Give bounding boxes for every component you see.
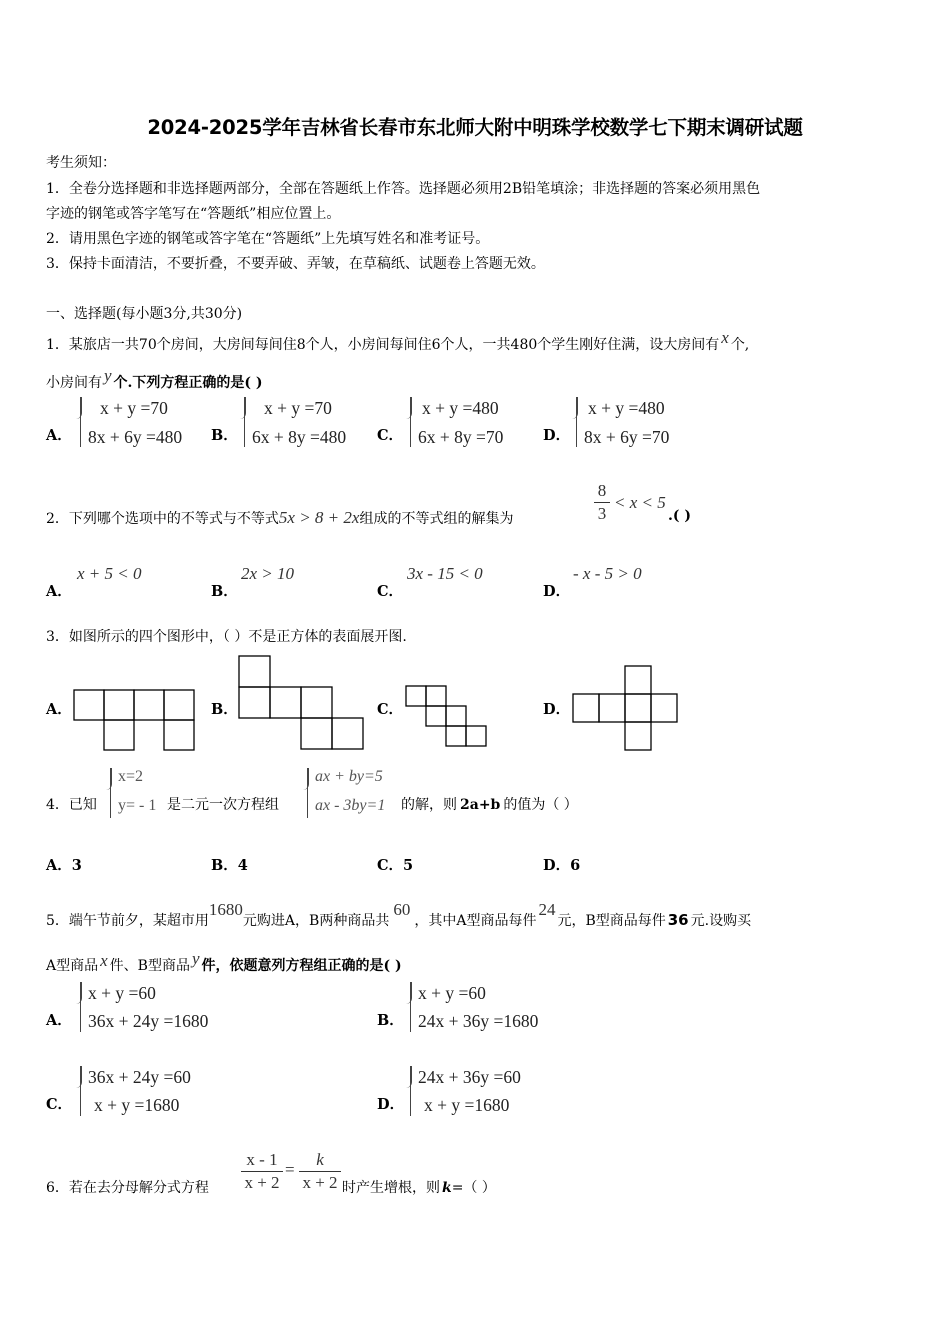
q5-var-y: y [191, 949, 200, 968]
q1-text-a: 1．某旅店一共70个房间，大房间每间住8个人，小房间每间住6个人，一共480个学生刚好住满，设大房间有 [46, 337, 720, 353]
q4-text-c: 的解，则 [401, 797, 457, 813]
q5-text-b: 元购进A，B两种商品共 [242, 913, 390, 929]
q1-option-d-eq1: x + y =480 [588, 398, 665, 418]
q2-option-a-expr[interactable]: x + 5 < 0 [77, 564, 142, 583]
q3-option-d-net[interactable] [573, 666, 679, 752]
q2-text-a: 2．下列哪个选项中的不等式与不等式 [46, 511, 279, 527]
q1-option-c-label[interactable]: C． [377, 427, 404, 444]
q5-option-d-label[interactable]: D． [377, 1096, 405, 1113]
q4-text-b: 是二元一次方程组 [167, 797, 279, 813]
notice-heading: 考生须知： [46, 155, 116, 171]
q5-option-b-eq1: x + y =60 [418, 983, 486, 1003]
q4-sys1-eq1: x=2 [118, 768, 144, 785]
q5-text-a: 5．端午节前夕，某超市用 [46, 913, 209, 929]
q5-text-d: 元，B型商品每件 [557, 913, 666, 929]
q6-stem-tail [342, 1177, 496, 1197]
q2-frac-den: 3 [597, 504, 607, 523]
q3-option-c-label[interactable]: C． [377, 701, 404, 718]
notice-item-2: 2．请用黑色字迹的钢笔或答字笔在“答题纸”上先填写姓名和准考证号。 [46, 231, 490, 247]
q1-option-b-eq1: x + y =70 [264, 398, 332, 418]
q1-var-x: x [721, 328, 729, 347]
q5-option-c-eq1: 36x + 24y =60 [88, 1067, 191, 1087]
q5-option-b-eq2: 24x + 36y =1680 [418, 1011, 539, 1031]
q2-option-d-label[interactable]: D． [543, 583, 571, 600]
q2-option-c-expr[interactable]: 3x - 15 < 0 [407, 564, 483, 583]
page-title: 2024-2025学年吉林省长春市东北师大附中明珠学校数学七下期末调研试题 [147, 116, 803, 139]
q1-option-d-label[interactable]: D． [543, 427, 571, 444]
q2-stem [46, 508, 513, 528]
q4-stem-tail [401, 794, 578, 814]
q5-option-c-label[interactable]: C． [46, 1096, 73, 1113]
q2-frac-num: 8 [597, 481, 607, 500]
q1-option-b-label[interactable]: B． [211, 427, 238, 444]
q4-option-c[interactable]: C．5 [377, 857, 414, 874]
q5-text-c: ，其中A型商品每件 [414, 913, 537, 929]
q2-inequality: 5x > 8 + 2x [278, 508, 360, 527]
notice-item-3: 3．保持卡面清洁，不要折叠，不要弄破、弄皱，在草稿纸、试题卷上答题无效。 [46, 256, 545, 272]
q2-option-b-expr[interactable]: 2x > 10 [241, 564, 295, 583]
q5-stem-line2 [46, 949, 402, 975]
q6-equals: = [285, 1160, 295, 1179]
q4-option-a[interactable]: A．3 [46, 857, 82, 874]
q2-solution-tail: < x < 5 [614, 493, 666, 512]
section-heading: 一、选择题(每小题3分,共30分) [46, 306, 243, 322]
q3-stem: 3．如图所示的四个图形中，（ ）不是正方体的表面展开图. [46, 629, 407, 645]
q5-n3: 24 [538, 900, 556, 919]
q4-option-d[interactable]: D．6 [543, 857, 581, 874]
q1-var-y: y [104, 366, 112, 385]
q5-option-c-eq2: x + y =1680 [94, 1095, 180, 1115]
q2-option-b-label[interactable]: B． [211, 583, 238, 600]
q6-var-k: k [442, 1180, 452, 1196]
q2-option-c-label[interactable]: C． [377, 583, 404, 600]
q5-option-b-label[interactable]: B． [377, 1012, 404, 1029]
q6-f2-num: k [316, 1150, 324, 1169]
q1-text-d: 个.下列方程正确的是( ) [113, 375, 263, 391]
q1-stem-line1 [46, 328, 749, 354]
notice-item-1-cont: 字迹的钢笔或答字笔写在“答题纸”相应位置上。 [46, 206, 341, 222]
q1-option-c-eq2: 6x + 8y =70 [418, 427, 504, 447]
q1-stem-line2 [46, 366, 263, 392]
q6-fraction-right [299, 1150, 341, 1193]
q5-n2: 60 [393, 900, 411, 919]
q5-n1: 1680 [208, 900, 243, 919]
q3-option-a-net[interactable] [74, 690, 196, 752]
q4-text-d: 的值为（ ） [503, 797, 578, 813]
q5-text-h: 件，依题意列方程组正确的是( ) [201, 958, 402, 974]
q1-text-c: 小房间有 [46, 375, 102, 391]
q6-fraction-left [241, 1150, 283, 1193]
q3-option-b-net[interactable] [239, 656, 367, 752]
q4-sys2-eq2: ax - 3by=1 [315, 797, 386, 814]
q5-option-a-label[interactable]: A． [46, 1012, 72, 1029]
q5-text-f: A型商品 [46, 958, 99, 974]
q1-text-b: 个, [730, 337, 750, 353]
q5-var-x: x [100, 951, 108, 970]
q3-option-c-net[interactable] [406, 686, 488, 750]
q4-option-b[interactable]: B．4 [211, 857, 248, 874]
q5-option-a-eq1: x + y =60 [88, 983, 156, 1003]
q1-option-a-eq2: 8x + 6y =480 [88, 427, 183, 447]
q5-text-e: 元.设购买 [690, 913, 752, 929]
q6-f1-den: x + 2 [244, 1173, 280, 1192]
q4-text-a: 4．已知 [46, 797, 97, 813]
q5-option-a-eq2: 36x + 24y =1680 [88, 1011, 209, 1031]
notice-item-1: 1．全卷分选择题和非选择题两部分，全部在答题纸上作答。选择题必须用2B铅笔填涂；非选择题的答案必须用黑色 [46, 181, 761, 197]
q6-text-c: =（ ） [451, 1180, 496, 1196]
q5-n4: 36 [667, 911, 689, 929]
q6-f1-num: x - 1 [246, 1150, 278, 1169]
q5-stem-line1 [46, 900, 751, 930]
q3-option-d-label[interactable]: D． [543, 701, 571, 718]
q2-text-c: .( ) [668, 508, 691, 524]
q1-option-b-eq2: 6x + 8y =480 [252, 427, 347, 447]
q1-option-d-eq2: 8x + 6y =70 [584, 427, 670, 447]
q2-option-a-label[interactable]: A． [46, 583, 72, 600]
q1-option-c-eq1: x + y =480 [422, 398, 499, 418]
q3-option-a-label[interactable]: A． [46, 701, 72, 718]
q4-sys2-eq1: ax + by=5 [315, 768, 383, 785]
q6-text-b: 时产生增根，则 [342, 1180, 440, 1196]
q3-option-b-label[interactable]: B． [211, 701, 238, 718]
q2-text-b: 组成的不等式组的解集为 [359, 511, 514, 527]
q1-option-a-eq1: x + y =70 [100, 398, 168, 418]
q5-text-g: 件、B型商品 [109, 958, 190, 974]
q4-sys1-eq2: y= - 1 [118, 797, 157, 814]
q5-option-d-eq1: 24x + 36y =60 [418, 1067, 521, 1087]
q6-text-a: 6．若在去分母解分式方程 [46, 1180, 209, 1196]
q1-option-a-label[interactable]: A． [46, 427, 72, 444]
q4-text-expr: 2a+b [460, 797, 501, 813]
q2-solution-fraction [594, 481, 610, 524]
q5-option-d-eq2: x + y =1680 [424, 1095, 510, 1115]
q6-f2-den: x + 2 [302, 1173, 338, 1192]
q2-option-d-expr[interactable]: - x - 5 > 0 [573, 564, 642, 583]
